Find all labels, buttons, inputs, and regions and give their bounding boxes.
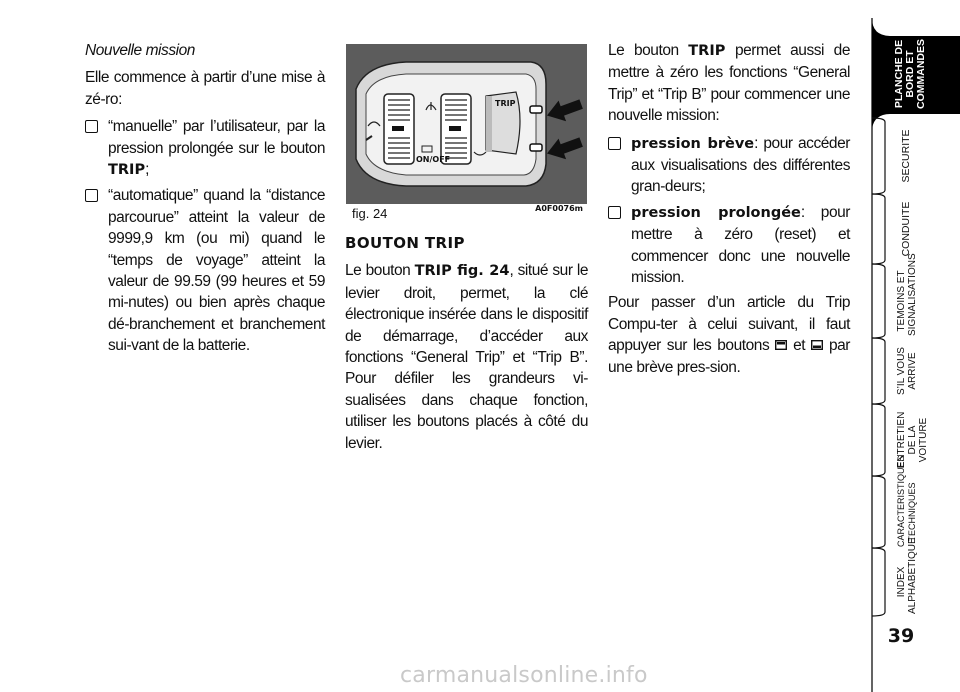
column-middle (345, 233, 588, 460)
section-heading: Nouvelle mission (85, 42, 195, 59)
section-title: BOUTON TRIP (345, 234, 465, 252)
trip-keyword: TRIP fig. 24 (414, 263, 510, 280)
long-press-keyword: pression prolongée (631, 204, 801, 221)
up-button-icon (775, 340, 787, 350)
list-item: pression brève: pour accéder aux visualisations des différentes gran-deurs; (608, 133, 850, 198)
watermark: carmanualsonline.info (400, 663, 648, 688)
page-number: 39 (887, 625, 915, 647)
checkbox-bullet-icon (608, 206, 621, 219)
steering-lever-illustration (346, 44, 587, 204)
short-press-keyword: pression brève (631, 135, 755, 152)
trip-label: TRIP (495, 99, 516, 108)
list-item: “automatique” quand la “distance parcourue” atteint la valeur de 9999,9 km (ou mi) quand le “temps de voyage” atteint la valeur de 99.59 (99 heures et 59 mi-nutes) ou bien après chaque dé-branchement et branchement sui-vant de la batterie. (85, 185, 325, 356)
checkbox-bullet-icon (608, 137, 621, 150)
trip-keyword: TRIP (108, 162, 146, 179)
paragraph: Pour passer d’un article du Trip Compu-ter à celui suivant, il faut appuyer sur les boutons et par une brève pres-sion. (608, 294, 850, 376)
checkbox-bullet-icon (85, 189, 98, 202)
figure-number: fig. 24 (352, 206, 388, 221)
intro-text: Elle commence à partir d’une mise à zé-ro: (85, 69, 325, 108)
onoff-label: ON/OFF (416, 155, 451, 164)
sidebar-labels: PLANCHE DE BORD ET COMMANDES SECURITE CONDUITE TEMOINS ET SIGNALISATIONS S’IL VOUS ARRIVE ENTRETIEN DE LA VOITURE CARACTERISTIQUES TECHNIQUES INDEX ALPHABETIQUE (893, 39, 929, 614)
list-item: pression prolongée: pour mettre à zéro (reset) et commencer donc une nouvelle mission. (608, 202, 850, 289)
list-item: “manuelle” par l’utilisateur, par la pression prolongée sur le bouton TRIP; (85, 116, 325, 181)
trip-keyword: TRIP (688, 43, 726, 59)
column-left (85, 40, 325, 361)
paragraph: Le bouton TRIP permet aussi de mettre à zéro les fonctions “General Trip” et “Trip B” pour commencer une nouvelle mission: (608, 42, 850, 125)
column-right (608, 40, 850, 384)
figure-caption (346, 204, 587, 222)
checkbox-bullet-icon (85, 120, 98, 133)
figure-code: A0F0076m (535, 204, 583, 213)
figure-24-image (346, 44, 587, 204)
down-button-icon (811, 340, 823, 350)
paragraph: Le bouton TRIP fig. 24, situé sur le levier droit, permet, la clé électronique insérée dans le dispositif de démarrage, d’accéder aux fonctions “General Trip” et “Trip B”. Pour défiler les grandeurs vi-sualisées dans chaque fonction, utiliser les boutons placés à côté du levier. (345, 262, 589, 452)
